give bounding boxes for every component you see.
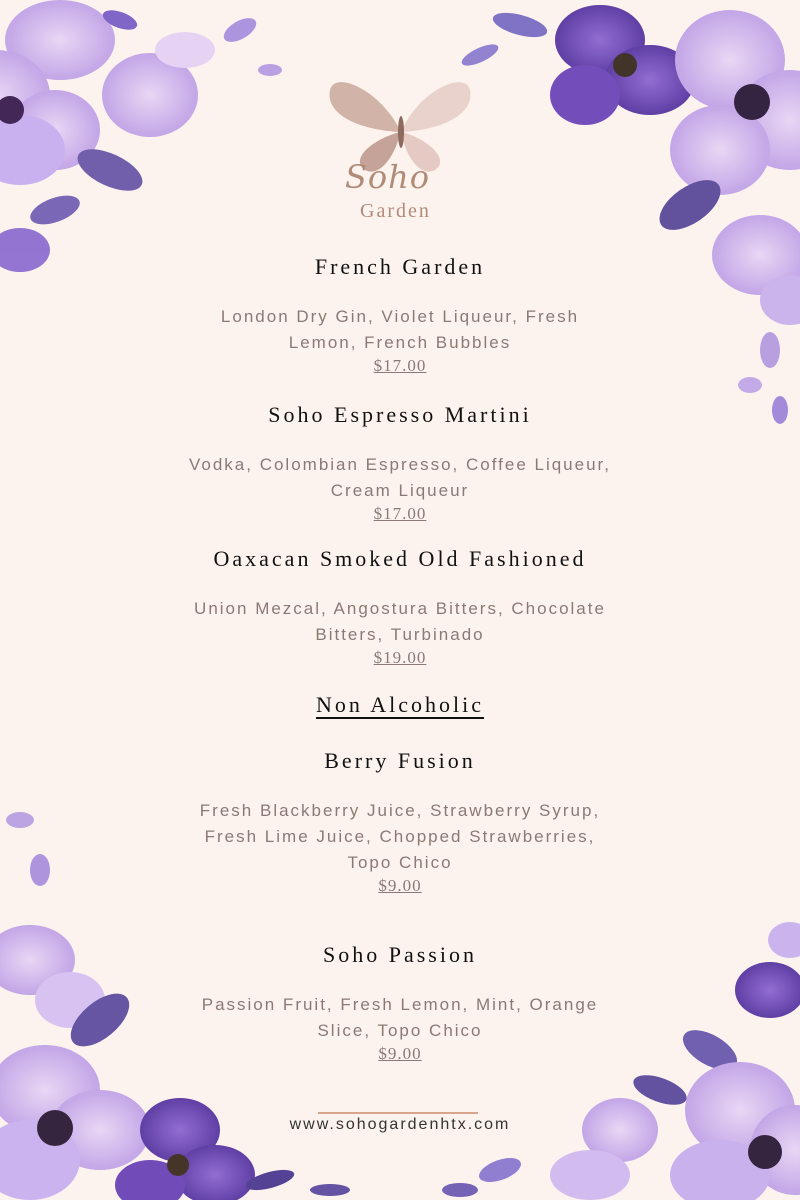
menu-item <box>150 748 650 896</box>
item-description: Fresh Blackberry Juice, Strawberry Syrup, <box>199 801 601 820</box>
website-link[interactable]: www.sohogardenhtx.com <box>289 1116 511 1133</box>
item-title: Soho Espresso Martini <box>268 402 532 427</box>
brand-script: Soho <box>344 158 430 196</box>
item-price: $19.00 <box>373 648 427 667</box>
non-alcoholic-heading: Non Alcoholic <box>316 692 484 717</box>
item-title: French Garden <box>314 254 486 279</box>
item-title: Berry Fusion <box>324 748 476 773</box>
item-price: $17.00 <box>373 356 427 375</box>
item-title: Soho Passion <box>323 942 477 967</box>
brand-subtitle: Garden <box>360 200 431 222</box>
menu-item <box>150 254 650 376</box>
item-description: Bitters, Turbinado <box>315 625 485 644</box>
item-price: $17.00 <box>373 504 427 523</box>
brand-logo <box>320 70 480 230</box>
item-description: Topo Chico <box>347 853 453 872</box>
flower-top-left <box>0 0 282 272</box>
footer-divider <box>318 1112 478 1114</box>
item-price: $9.00 <box>378 876 422 895</box>
item-description: Lemon, French Bubbles <box>288 333 512 352</box>
menu-item <box>150 942 650 1064</box>
menu-item <box>150 402 650 524</box>
item-title: Oaxacan Smoked Old Fashioned <box>213 546 587 571</box>
item-description: Cream Liqueur <box>330 481 470 500</box>
section-heading <box>150 692 650 718</box>
item-price: $9.00 <box>378 1044 422 1063</box>
item-description: Vodka, Colombian Espresso, Coffee Liqueur, <box>188 455 611 474</box>
item-description: Union Mezcal, Angostura Bitters, Chocolate <box>194 599 606 618</box>
item-description: Slice, Topo Chico <box>317 1021 483 1040</box>
menu-item <box>150 546 650 668</box>
item-description: London Dry Gin, Violet Liqueur, Fresh <box>220 307 580 326</box>
item-description: Passion Fruit, Fresh Lemon, Mint, Orange <box>201 995 599 1014</box>
item-description: Fresh Lime Juice, Chopped Strawberries, <box>204 827 596 846</box>
